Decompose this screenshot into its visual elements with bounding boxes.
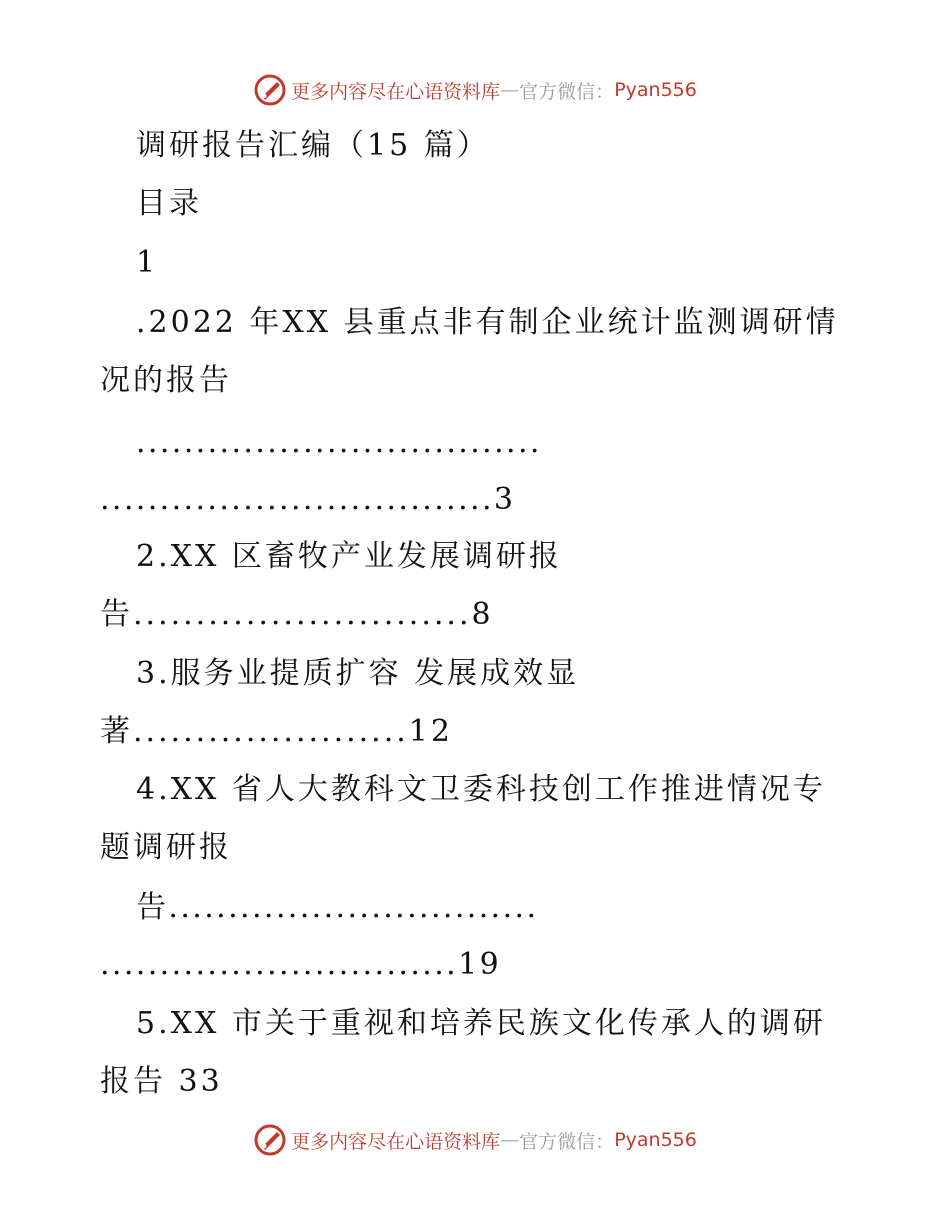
toc-heading: 目录 bbox=[136, 186, 202, 221]
document-title: 调研报告汇编（15 篇） bbox=[136, 128, 490, 163]
watermark-text: 更多内容尽在心语资料库 bbox=[291, 1130, 501, 1153]
toc-entry-3-line1: 3.服务业提质扩容 发展成效显 bbox=[136, 656, 580, 691]
watermark-separator: — bbox=[500, 79, 520, 101]
toc-entry-1-number: 1 bbox=[136, 245, 159, 280]
toc-entry-1-dots: .................................. bbox=[136, 425, 542, 460]
toc-entry-4-line1: 4.XX 省人大教科文卫委科技创工作推进情况专 bbox=[136, 772, 826, 807]
watermark-separator: — bbox=[500, 1129, 520, 1151]
toc-entry-5-line1: 5.XX 市关于重视和培养民族文化传承人的调研 bbox=[136, 1006, 826, 1041]
watermark-label: 官方微信： bbox=[519, 1130, 615, 1153]
toc-entry-1-page: .................................3 bbox=[100, 482, 516, 517]
watermark-id: Pyan556 bbox=[614, 79, 697, 101]
toc-entry-3-line2: 著......................12 bbox=[100, 714, 453, 749]
watermark-label: 官方微信： bbox=[519, 80, 615, 103]
watermark-banner-top bbox=[0, 70, 950, 110]
watermark-text: 更多内容尽在心语资料库 bbox=[291, 80, 501, 103]
toc-entry-4-page: ..............................19 bbox=[100, 947, 502, 982]
toc-entry-2-line1: 2.XX 区畜牧产业发展调研报 bbox=[136, 539, 562, 574]
toc-entry-1-line1: .2022 年XX 县重点非有制企业统计监测调研情 bbox=[136, 305, 839, 340]
watermark-banner-bottom bbox=[0, 1120, 950, 1160]
brand-logo-icon bbox=[253, 1123, 287, 1157]
toc-entry-5-line2: 报告 33 bbox=[100, 1064, 223, 1099]
toc-entry-1-line2: 况的报告 bbox=[100, 363, 232, 398]
watermark-id: Pyan556 bbox=[614, 1129, 697, 1151]
brand-logo-icon bbox=[253, 73, 287, 107]
toc-entry-4-line2: 题调研报 bbox=[100, 830, 232, 865]
toc-entry-2-line2: 告...........................8 bbox=[100, 597, 494, 632]
toc-entry-4-line3: 告............................... bbox=[136, 890, 539, 925]
